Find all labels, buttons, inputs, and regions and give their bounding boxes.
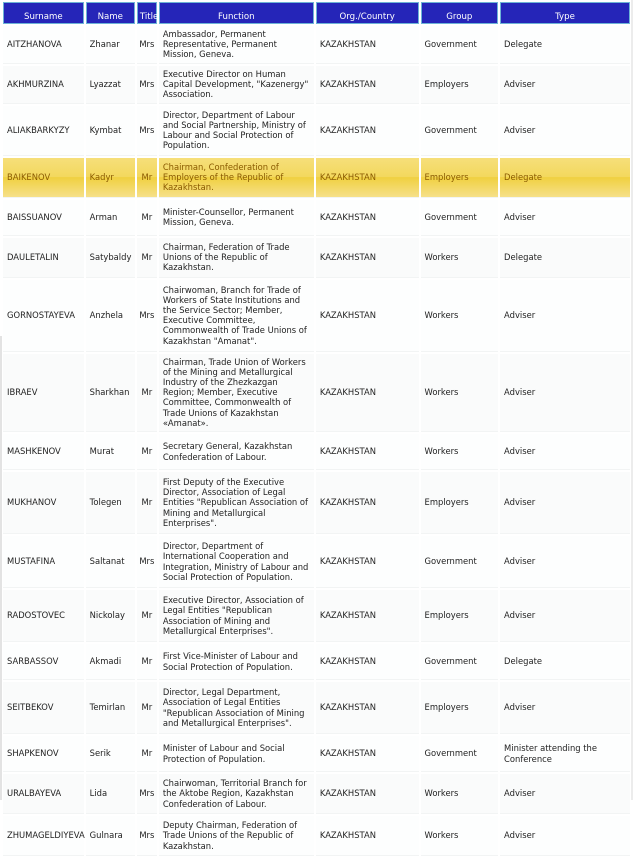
cell-group: Government — [421, 644, 499, 680]
header-name[interactable]: Name — [86, 2, 135, 24]
cell-org-country: KAZAKHSTAN — [316, 66, 419, 104]
cell-name: Lyazzat — [86, 66, 135, 104]
cell-surname: ZHUMAGELDIYEVA — [3, 816, 84, 856]
cell-org-country: KAZAKHSTAN — [316, 354, 419, 432]
cell-type: Adviser — [500, 472, 630, 534]
table-row[interactable] — [3, 816, 630, 856]
cell-surname: BAIKENOV — [3, 158, 84, 198]
cell-function: Chairwoman, Branch for Trade of Workers of State Institutions and the Service Sector; Member, Executive Committee, Commonwealth of Trade Unions of Kazakhstan "Amanat". — [159, 280, 314, 352]
cell-name: Tolegen — [86, 472, 135, 534]
cell-type: Adviser — [500, 200, 630, 236]
cell-title: Mrs — [137, 774, 157, 814]
cell-title: Mrs — [137, 106, 157, 156]
cell-surname: MUKHANOV — [3, 472, 84, 534]
cell-org-country: KAZAKHSTAN — [316, 106, 419, 156]
table-row[interactable] — [3, 774, 630, 814]
cell-group: Employers — [421, 158, 499, 198]
cell-org-country: KAZAKHSTAN — [316, 816, 419, 856]
cell-title: Mr — [137, 644, 157, 680]
cell-surname: DAULETALIN — [3, 238, 84, 278]
cell-function: Chairwoman, Territorial Branch for the Aktobe Region, Kazakhstan Confederation of Labour. — [159, 774, 314, 814]
table-row[interactable] — [3, 106, 630, 156]
cell-name: Zhanar — [86, 26, 135, 64]
header-surname[interactable]: Surname — [3, 2, 84, 24]
cell-title: Mr — [137, 736, 157, 772]
cell-title: Mr — [137, 200, 157, 236]
cell-name: Anzhela — [86, 280, 135, 352]
cell-type: Adviser — [500, 590, 630, 642]
cell-function: Secretary General, Kazakhstan Confederation of Labour. — [159, 434, 314, 470]
header-title[interactable]: Title — [137, 2, 157, 24]
cell-org-country: KAZAKHSTAN — [316, 238, 419, 278]
cell-group: Employers — [421, 472, 499, 534]
cell-group: Government — [421, 106, 499, 156]
table-row[interactable] — [3, 736, 630, 772]
cell-org-country: KAZAKHSTAN — [316, 736, 419, 772]
cell-org-country: KAZAKHSTAN — [316, 682, 419, 734]
cell-type: Adviser — [500, 280, 630, 352]
cell-group: Government — [421, 536, 499, 588]
cell-function: Chairman, Confederation of Employers of the Republic of Kazakhstan. — [159, 158, 314, 198]
table-row[interactable] — [3, 536, 630, 588]
table-row[interactable] — [3, 238, 630, 278]
cell-name: Kadyr — [86, 158, 135, 198]
cell-title: Mr — [137, 238, 157, 278]
cell-title: Mrs — [137, 280, 157, 352]
table-row[interactable] — [3, 434, 630, 470]
table-row[interactable] — [3, 644, 630, 680]
cell-type: Minister attending the Conference — [500, 736, 630, 772]
cell-function: Executive Director, Association of Legal Entities "Republican Association of Mining and Metallurgical Enterprises". — [159, 590, 314, 642]
cell-function: Chairman, Trade Union of Workers of the Mining and Metallurgical Industry of the Zhezkazgan Region; Member, Executive Committee, Commonwealth of Trade Unions of Kazakhstan «Amanat». — [159, 354, 314, 432]
cell-type: Adviser — [500, 682, 630, 734]
cell-type: Delegate — [500, 238, 630, 278]
cell-title: Mrs — [137, 536, 157, 588]
cell-function: Minister-Counsellor, Permanent Mission, Geneva. — [159, 200, 314, 236]
cell-title: Mrs — [137, 66, 157, 104]
cell-group: Government — [421, 736, 499, 772]
table-header-row — [3, 2, 630, 24]
table-row[interactable] — [3, 200, 630, 236]
cell-org-country: KAZAKHSTAN — [316, 644, 419, 680]
cell-type: Delegate — [500, 26, 630, 64]
cell-group: Employers — [421, 682, 499, 734]
cell-name: Gulnara — [86, 816, 135, 856]
cell-name: Temirlan — [86, 682, 135, 734]
table-row[interactable] — [3, 472, 630, 534]
cell-type: Adviser — [500, 816, 630, 856]
cell-title: Mr — [137, 590, 157, 642]
cell-name: Murat — [86, 434, 135, 470]
cell-surname: ALIAKBARKYZY — [3, 106, 84, 156]
cell-type: Delegate — [500, 644, 630, 680]
cell-function: Director, Department of International Cooperation and Integration, Ministry of Labour and Social Protection of Population. — [159, 536, 314, 588]
cell-type: Delegate — [500, 158, 630, 198]
cell-type: Adviser — [500, 434, 630, 470]
cell-org-country: KAZAKHSTAN — [316, 434, 419, 470]
cell-name: Sharkhan — [86, 354, 135, 432]
cell-surname: SEITBEKOV — [3, 682, 84, 734]
cell-surname: MUSTAFINA — [3, 536, 84, 588]
cell-function: First Vice-Minister of Labour and Social Protection of Population. — [159, 644, 314, 680]
cell-group: Workers — [421, 280, 499, 352]
cell-function: Chairman, Federation of Trade Unions of the Republic of Kazakhstan. — [159, 238, 314, 278]
cell-title: Mrs — [137, 26, 157, 64]
table-row[interactable] — [3, 590, 630, 642]
cell-title: Mrs — [137, 816, 157, 856]
cell-org-country: KAZAKHSTAN — [316, 200, 419, 236]
cell-function: Director, Department of Labour and Social Partnership, Ministry of Labour and Social Protection of Population. — [159, 106, 314, 156]
cell-title: Mr — [137, 354, 157, 432]
header-org-country[interactable]: Org./Country — [316, 2, 419, 24]
table-row[interactable] — [3, 26, 630, 64]
cell-org-country: KAZAKHSTAN — [316, 158, 419, 198]
cell-surname: AKHMURZINA — [3, 66, 84, 104]
cell-surname: MASHKENOV — [3, 434, 84, 470]
cell-group: Workers — [421, 816, 499, 856]
cell-name: Arman — [86, 200, 135, 236]
left-border — [0, 336, 2, 800]
cell-surname: BAISSUANOV — [3, 200, 84, 236]
cell-type: Adviser — [500, 66, 630, 104]
cell-name: Satybaldy — [86, 238, 135, 278]
cell-type: Adviser — [500, 106, 630, 156]
cell-name: Akmadi — [86, 644, 135, 680]
cell-name: Serik — [86, 736, 135, 772]
header-function[interactable]: Function — [159, 2, 314, 24]
cell-type: Adviser — [500, 354, 630, 432]
cell-group: Workers — [421, 354, 499, 432]
cell-type: Adviser — [500, 536, 630, 588]
cell-surname: SHAPKENOV — [3, 736, 84, 772]
cell-org-country: KAZAKHSTAN — [316, 280, 419, 352]
table-row[interactable] — [3, 280, 630, 352]
table-row[interactable] — [3, 66, 630, 104]
cell-name: Saltanat — [86, 536, 135, 588]
cell-group: Employers — [421, 66, 499, 104]
cell-name: Kymbat — [86, 106, 135, 156]
delegates-table — [1, 0, 632, 858]
cell-surname: AITZHANOVA — [3, 26, 84, 64]
cell-group: Workers — [421, 774, 499, 814]
cell-name: Lida — [86, 774, 135, 814]
cell-group: Government — [421, 26, 499, 64]
cell-surname: GORNOSTAYEVA — [3, 280, 84, 352]
cell-surname: IBRAEV — [3, 354, 84, 432]
cell-function: Minister of Labour and Social Protection of Population. — [159, 736, 314, 772]
cell-type: Adviser — [500, 774, 630, 814]
header-group[interactable]: Group — [421, 2, 499, 24]
cell-title: Mr — [137, 472, 157, 534]
cell-title: Mr — [137, 434, 157, 470]
table-row[interactable] — [3, 354, 630, 432]
cell-title: Mr — [137, 158, 157, 198]
cell-title: Mr — [137, 682, 157, 734]
cell-function: First Deputy of the Executive Director, Association of Legal Entities "Republican Association of Mining and Metallurgical Enterprises". — [159, 472, 314, 534]
cell-function: Deputy Chairman, Federation of Trade Unions of the Republic of Kazakhstan. — [159, 816, 314, 856]
cell-group: Employers — [421, 590, 499, 642]
cell-surname: SARBASSOV — [3, 644, 84, 680]
cell-org-country: KAZAKHSTAN — [316, 472, 419, 534]
cell-group: Government — [421, 200, 499, 236]
table-row[interactable] — [3, 682, 630, 734]
cell-surname: URALBAYEVA — [3, 774, 84, 814]
table-row-highlighted[interactable] — [3, 158, 630, 198]
cell-org-country: KAZAKHSTAN — [316, 536, 419, 588]
cell-group: Workers — [421, 238, 499, 278]
cell-function: Ambassador, Permanent Representative, Permanent Mission, Geneva. — [159, 26, 314, 64]
cell-org-country: KAZAKHSTAN — [316, 774, 419, 814]
cell-surname: RADOSTOVEC — [3, 590, 84, 642]
header-type[interactable]: Type — [500, 2, 630, 24]
cell-name: Nickolay — [86, 590, 135, 642]
cell-function: Director, Legal Department, Association of Legal Entities "Republican Association of Mining and Metallurgical Enterprises". — [159, 682, 314, 734]
cell-org-country: KAZAKHSTAN — [316, 26, 419, 64]
cell-function: Executive Director on Human Capital Development, "Kazenergy" Association. — [159, 66, 314, 104]
cell-group: Workers — [421, 434, 499, 470]
cell-org-country: KAZAKHSTAN — [316, 590, 419, 642]
